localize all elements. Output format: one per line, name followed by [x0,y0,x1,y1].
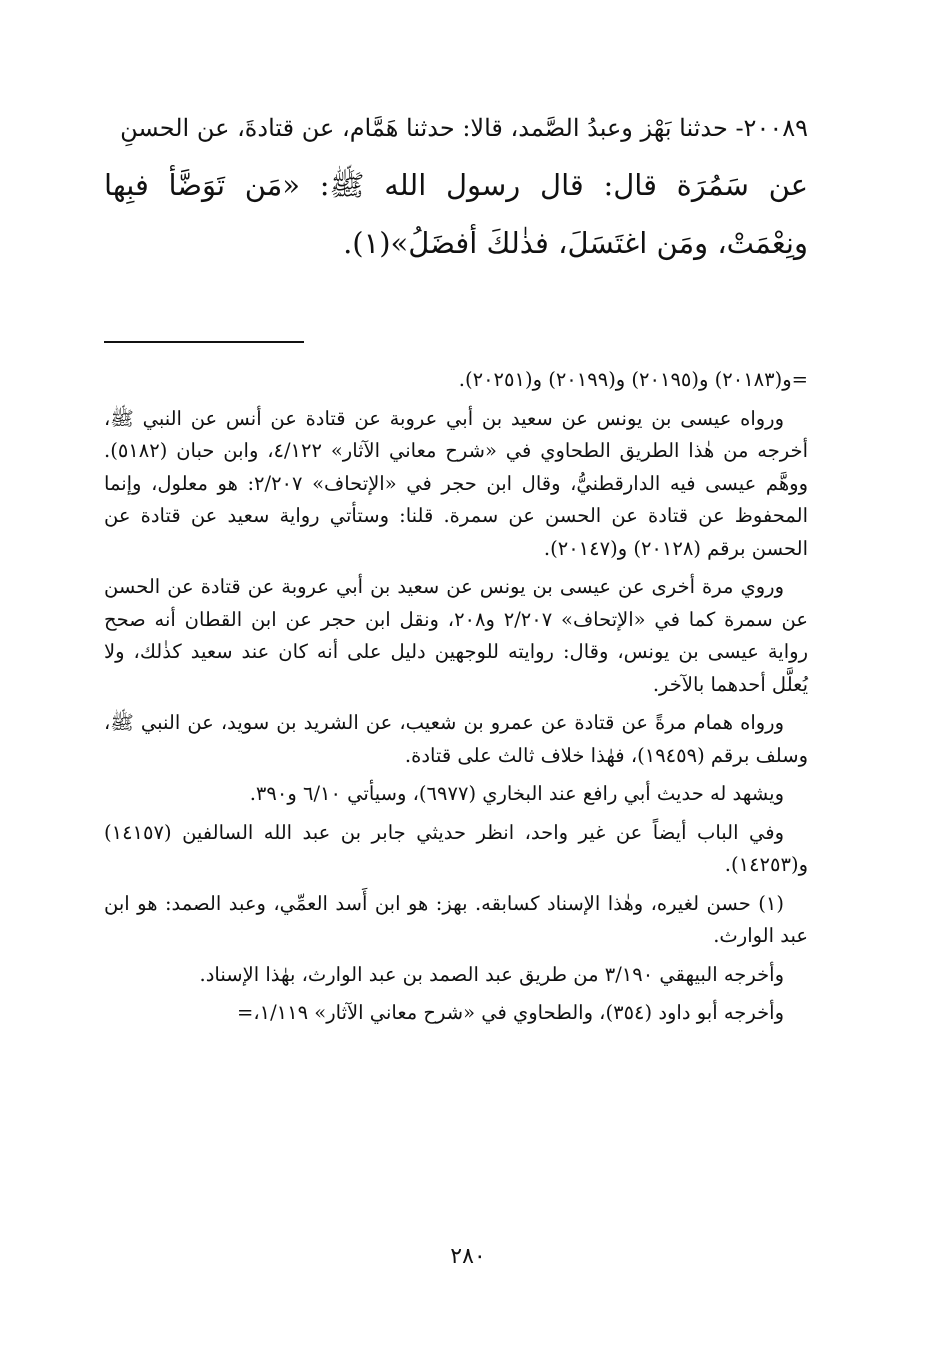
footnote-separator [104,341,304,343]
footnote-paragraph: وفي الباب أيضاً عن غير واحد، انظر حديثي جابر بن عبد الله السالفين (١٤١٥٧) و(١٤٢٥٣). [104,820,808,876]
footnote-paragraph: ورواه عيسى بن يونس عن سعيد بن أبي عروبة عن قتادة عن أنس عن النبي ﷺ، أخرجه من هٰذا الطريق الطحاوي في «شرح معاني الآثار» ٤/١٢٢، وابن حبان (٥١٨٢). ووهَّم عيسى فيه الدارقطنيُّ، وقال ابن حجر في «الإتحاف» ٢/٢٠٧: هو معلول، وإنما المحفوظ عن قتادة عن الحسن عن سمرة. قلنا: وستأتي رواية سعيد عن قتادة عن الحسن برقم (٢٠١٢٨) و(٢٠١٤٧). [104,406,808,560]
footnote-continuation: =و(٢٠١٨٣) و(٢٠١٩٥) و(٢٠١٩٩) و(٢٠٢٥١). [458,368,808,391]
footnote-paragraph: وأخرجه أبو داود (٣٥٤)، والطحاوي في «شرح معاني الآثار» ١/١١٩،= [236,1001,784,1024]
footnote-paragraph: (١) حسن لغيره، وهٰذا الإسناد كسابقه. بهز: هو ابن أَسد العمِّي، وعبد الصمد: هو ابن عبد الوارث. [104,891,808,947]
footnote-paragraph: ورواه همام مرةً عن قتادة عن عمرو بن شعيب، عن الشريد بن سويد، عن النبي ﷺ، وسلف برقم (١٩٤٥٩)، فهٰذا خلاف ثالث على قتادة. [104,711,808,767]
page-number: ٢٨٠ [450,1244,486,1269]
hadith-chain: ٢٠٠٨٩- حدثنا بَهْز وعبدُ الصَّمد، قالا: حدثنا هَمَّام، عن قتادةَ، عن الحسنِ [120,114,808,142]
footnote-paragraph: وروي مرة أخرى عن عيسى بن يونس عن سعيد بن أبي عروبة عن قتادة عن الحسن عن سمرة كما في «الإتحاف» ٢/٢٠٧ و٢٠٨، ونقل ابن حجر عن ابن القطان أنه صحح رواية عيسى بن يونس، وقال: روايته للوجهين دليل على أنه كان عند سعيد كذٰلك، ولا يُعلَّل أحدهما بالآخر. [104,575,808,696]
footnote-paragraph: ويشهد له حديث أبي رافع عند البخاري (٦٩٧٧)، وسيأتي ٦/١٠ و٣٩٠. [249,782,784,805]
hadith-text: عن سَمُرَة قال: قال رسول الله ﷺ: «مَن تَوَضَّأ فبِها ونِعْمَتْ، ومَن اغتَسَلَ، فذٰلكَ أفضَلُ»(١). [104,168,808,260]
footnote-paragraph: وأخرجه البيهقي ٣/١٩٠ من طريق عبد الصمد بن عبد الوارث، بهٰذا الإسناد. [199,962,784,986]
hadith-block [104,108,808,272]
footnotes [104,364,808,1036]
